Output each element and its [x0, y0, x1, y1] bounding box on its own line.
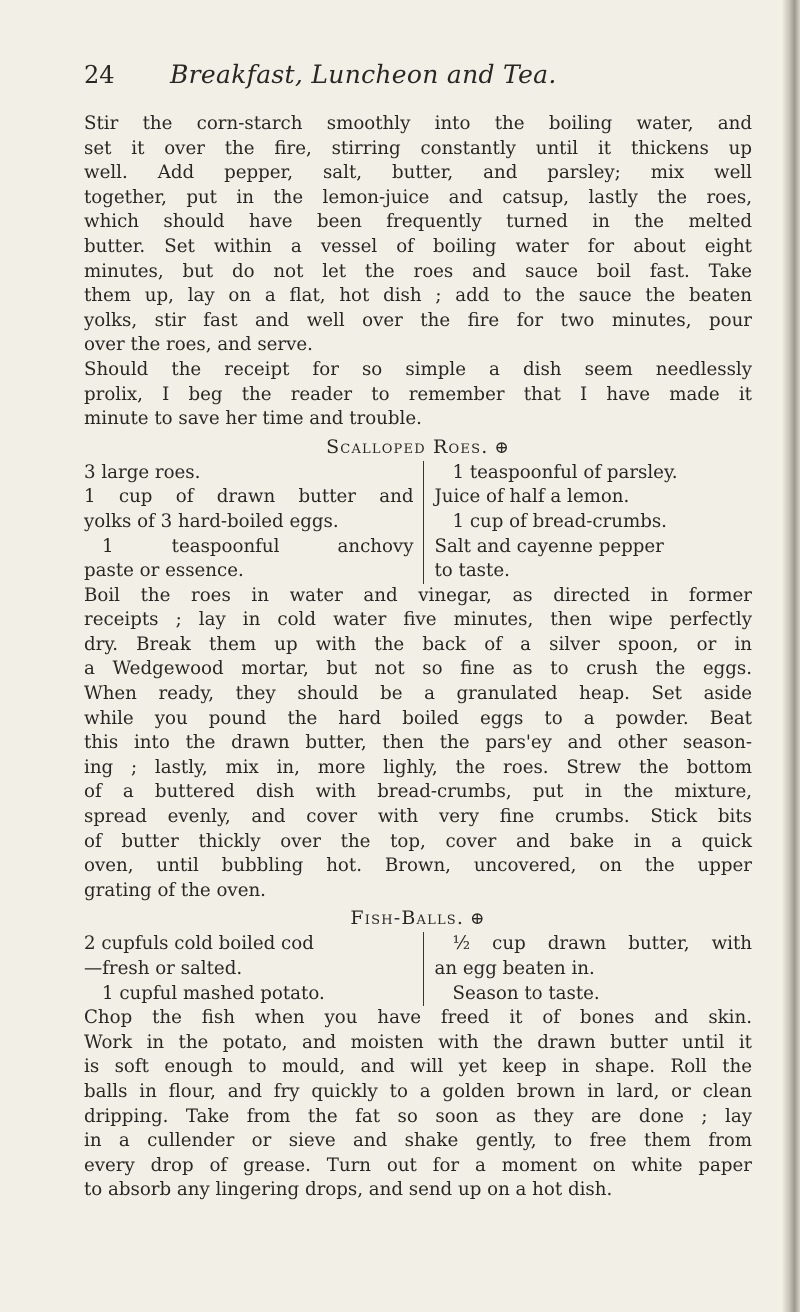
ingredient-line: yolks of 3 hard-boiled eggs.	[84, 510, 339, 532]
text-line: to absorb any lingering drops, and send up on a hot dish.	[84, 1179, 613, 1201]
intro-paragraph	[84, 112, 752, 358]
ingredients-left-column	[84, 461, 423, 584]
page-edge	[782, 0, 800, 1312]
ingredient-line: to taste.	[434, 560, 510, 582]
text-line: balls in flour, and fry quickly to a golden brown in lard, or clean	[84, 1080, 752, 1102]
text-line: which should have been frequently turned in the melted	[84, 211, 752, 233]
note-paragraph	[84, 358, 752, 432]
ingredients-right-column	[423, 461, 752, 584]
text-line: Stir the corn-starch smoothly into the boiling water, and	[84, 113, 752, 134]
text-line: them up, lay on a flat, hot dish ; add to the sauce the beaten	[84, 285, 752, 307]
text-line: this into the drawn butter, then the pars'ey and other season-	[84, 732, 752, 754]
recipe-title-text: Scalloped Roes.	[326, 435, 489, 458]
recipe-title-text: Fish-Balls.	[350, 907, 465, 930]
cross-symbol-icon: ⊕	[470, 909, 486, 930]
text-line: of butter thickly over the top, cover and bake in a quick	[84, 830, 752, 852]
text-line: while you pound the hard boiled eggs to a powder. Beat	[84, 707, 752, 729]
ingredient-line: 1 teaspoonful anchovy	[102, 535, 414, 557]
ingredient-line: Season to taste.	[452, 982, 600, 1004]
ingredient-line: 1 teaspoonful of parsley.	[452, 461, 678, 483]
text-line: Work in the potato, and moisten with the drawn butter until it	[84, 1031, 752, 1053]
ingredients-fish-balls	[84, 932, 752, 1006]
text-line: set it over the fire, stirring constantly until it thickens up	[84, 137, 752, 159]
text-line: yolks, stir fast and well over the fire for two minutes, pour	[84, 309, 752, 331]
ingredient-line: 1 cup of drawn butter and	[84, 486, 414, 508]
ingredient-line: 1 cupful mashed potato.	[102, 982, 325, 1004]
ingredient-line: —fresh or salted.	[84, 958, 243, 979]
text-line: dripping. Take from the fat so soon as they are done ; lay	[84, 1105, 752, 1127]
text-line: a Wedgewood mortar, but not so fine as to crush the eggs.	[84, 658, 752, 680]
text-line: When ready, they should be a granulated heap. Set aside	[84, 683, 752, 705]
text-line: spread evenly, and cover with very fine crumbs. Stick bits	[84, 806, 752, 828]
text-line: is soft enough to mould, and will yet keep in shape. Roll the	[84, 1056, 752, 1078]
directions-scalloped-roes	[84, 584, 752, 904]
text-line: Boil the roes in water and vinegar, as directed in former	[84, 584, 752, 606]
running-header	[84, 60, 752, 104]
book-page	[84, 60, 752, 1203]
text-line: butter. Set within a vessel of boiling water for about eight	[84, 235, 752, 257]
ingredients-left-column	[84, 932, 423, 1006]
recipe-title-fish-balls	[84, 905, 752, 932]
text-line: Should the receipt for so simple a dish seem needlessly	[84, 358, 752, 380]
text-line: oven, until bubbling hot. Brown, uncovered, on the upper	[84, 855, 752, 877]
cross-symbol-icon: ⊕	[494, 437, 510, 458]
text-line: dry. Break them up with the back of a silver spoon, or in	[84, 633, 752, 655]
recipe-title-scalloped-roes	[84, 434, 752, 461]
text-line: every drop of grease. Turn out for a moment on white paper	[84, 1154, 752, 1176]
ingredient-line: 3 large roes.	[84, 461, 201, 483]
text-line: Chop the fish when you have freed it of bones and skin.	[84, 1007, 752, 1029]
ingredient-line: 2 cupfuls cold boiled cod	[84, 933, 314, 955]
text-line: in a cullender or sieve and shake gently, to free them from	[84, 1130, 752, 1152]
text-line: receipts ; lay in cold water five minutes, then wipe perfectly	[84, 609, 752, 631]
ingredient-line: an egg beaten in.	[434, 958, 595, 979]
text-line: ing ; lastly, mix in, more lighly, the roes. Strew the bottom	[84, 756, 752, 778]
text-line: grating of the oven.	[84, 879, 266, 901]
ingredient-line: Salt and cayenne pepper	[434, 535, 664, 557]
ingredient-line: 1 cup of bread-crumbs.	[452, 510, 667, 532]
text-line: over the roes, and serve.	[84, 334, 313, 356]
text-line: minute to save her time and trouble.	[84, 408, 422, 430]
directions-fish-balls	[84, 1006, 752, 1203]
ingredients-right-column	[423, 932, 752, 1006]
text-line: together, put in the lemon-juice and catsup, lastly the roes,	[84, 186, 752, 208]
text-line: minutes, but do not let the roes and sauce boil fast. Take	[84, 260, 752, 282]
text-line: prolix, I beg the reader to remember that I have made it	[84, 383, 752, 405]
ingredient-line: ½ cup drawn butter, with	[452, 933, 752, 955]
ingredients-scalloped-roes	[84, 461, 752, 584]
text-line: well. Add pepper, salt, butter, and parsley; mix well	[84, 162, 752, 184]
text-line: of a buttered dish with bread-crumbs, put in the mixture,	[84, 781, 752, 803]
ingredient-line: paste or essence.	[84, 560, 244, 582]
page-number: 24	[84, 61, 115, 89]
ingredient-line: Juice of half a lemon.	[434, 486, 630, 508]
running-title: Breakfast, Luncheon and Tea.	[170, 60, 557, 89]
